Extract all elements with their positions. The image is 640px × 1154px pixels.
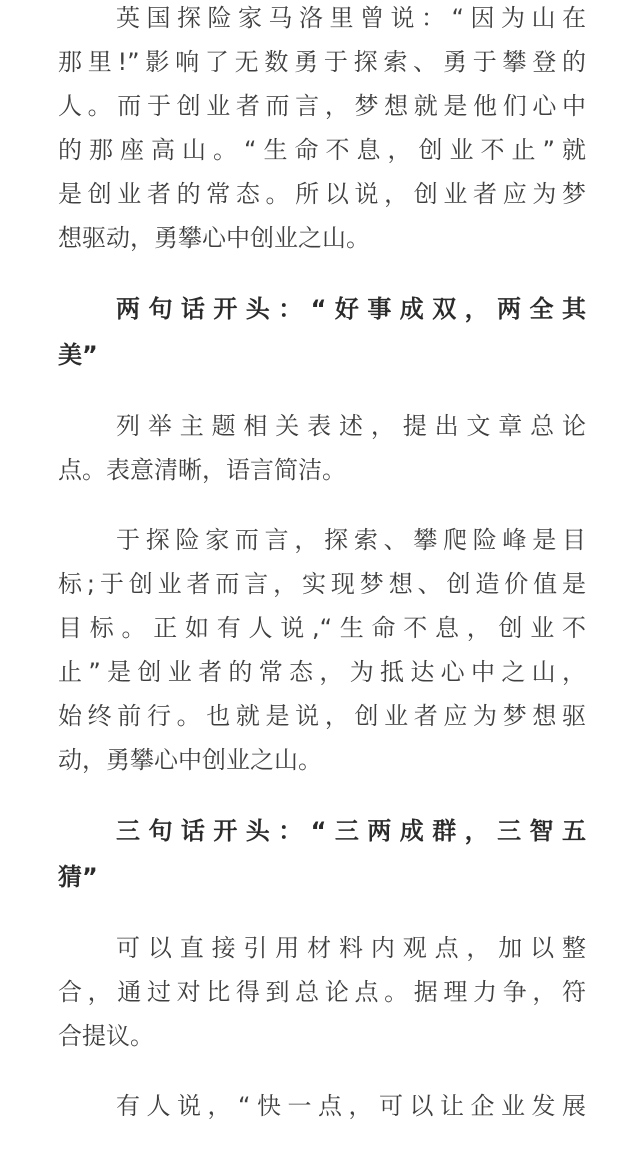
heading-line: 两句话开头：“好事成双，两全其: [116, 295, 586, 323]
text-line: 动，勇攀心中创业之山。: [58, 746, 322, 774]
text-line: 的那座高山。“生命不息，创业不止”就: [58, 136, 586, 164]
paragraph-three-sentence-example: [58, 1084, 586, 1128]
text-line: 止”是创业者的常态，为抵达心中之山，: [58, 658, 586, 686]
heading-line: 美”: [58, 341, 98, 369]
text-line: 那里!”影响了无数勇于探索、勇于攀登的: [58, 48, 586, 76]
text-line: 英国探险家马洛里曾说：“因为山在: [116, 4, 586, 32]
text-line: 人。而于创业者而言，梦想就是他们心中: [58, 92, 586, 120]
article-body: [58, 0, 586, 1154]
heading-two-sentence-opening: [58, 286, 586, 378]
text-line: 合提议。: [58, 1022, 154, 1050]
text-line: 列举主题相关表述，提出文章总论: [116, 412, 586, 440]
paragraph-two-sentence-tip: [58, 404, 586, 492]
text-line: 合，通过对比得到总论点。据理力争，符: [58, 978, 586, 1006]
text-line: 是创业者的常态。所以说，创业者应为梦: [58, 180, 586, 208]
heading-line: 猜”: [58, 863, 98, 891]
text-line: 目标。正如有人说,“生命不息，创业不: [58, 614, 586, 642]
text-line: 于探险家而言，探索、攀爬险峰是目: [116, 526, 586, 554]
text-line: 可以直接引用材料内观点，加以整: [116, 934, 586, 962]
paragraph-mallory-quote: [58, 0, 586, 260]
heading-line: 三句话开头：“三两成群，三智五: [116, 817, 586, 845]
text-line: 想驱动，勇攀心中创业之山。: [58, 224, 370, 252]
text-line: 有人说，“快一点，可以让企业发展: [116, 1092, 586, 1120]
paragraph-two-sentence-example: [58, 518, 586, 782]
text-line: 标;于创业者而言，实现梦想、创造价值是: [58, 570, 586, 598]
paragraph-three-sentence-tip: [58, 926, 586, 1058]
heading-three-sentence-opening: [58, 808, 586, 900]
text-line: 始终前行。也就是说，创业者应为梦想驱: [58, 702, 586, 730]
text-line: 点。表意清晰，语言简洁。: [58, 456, 346, 484]
